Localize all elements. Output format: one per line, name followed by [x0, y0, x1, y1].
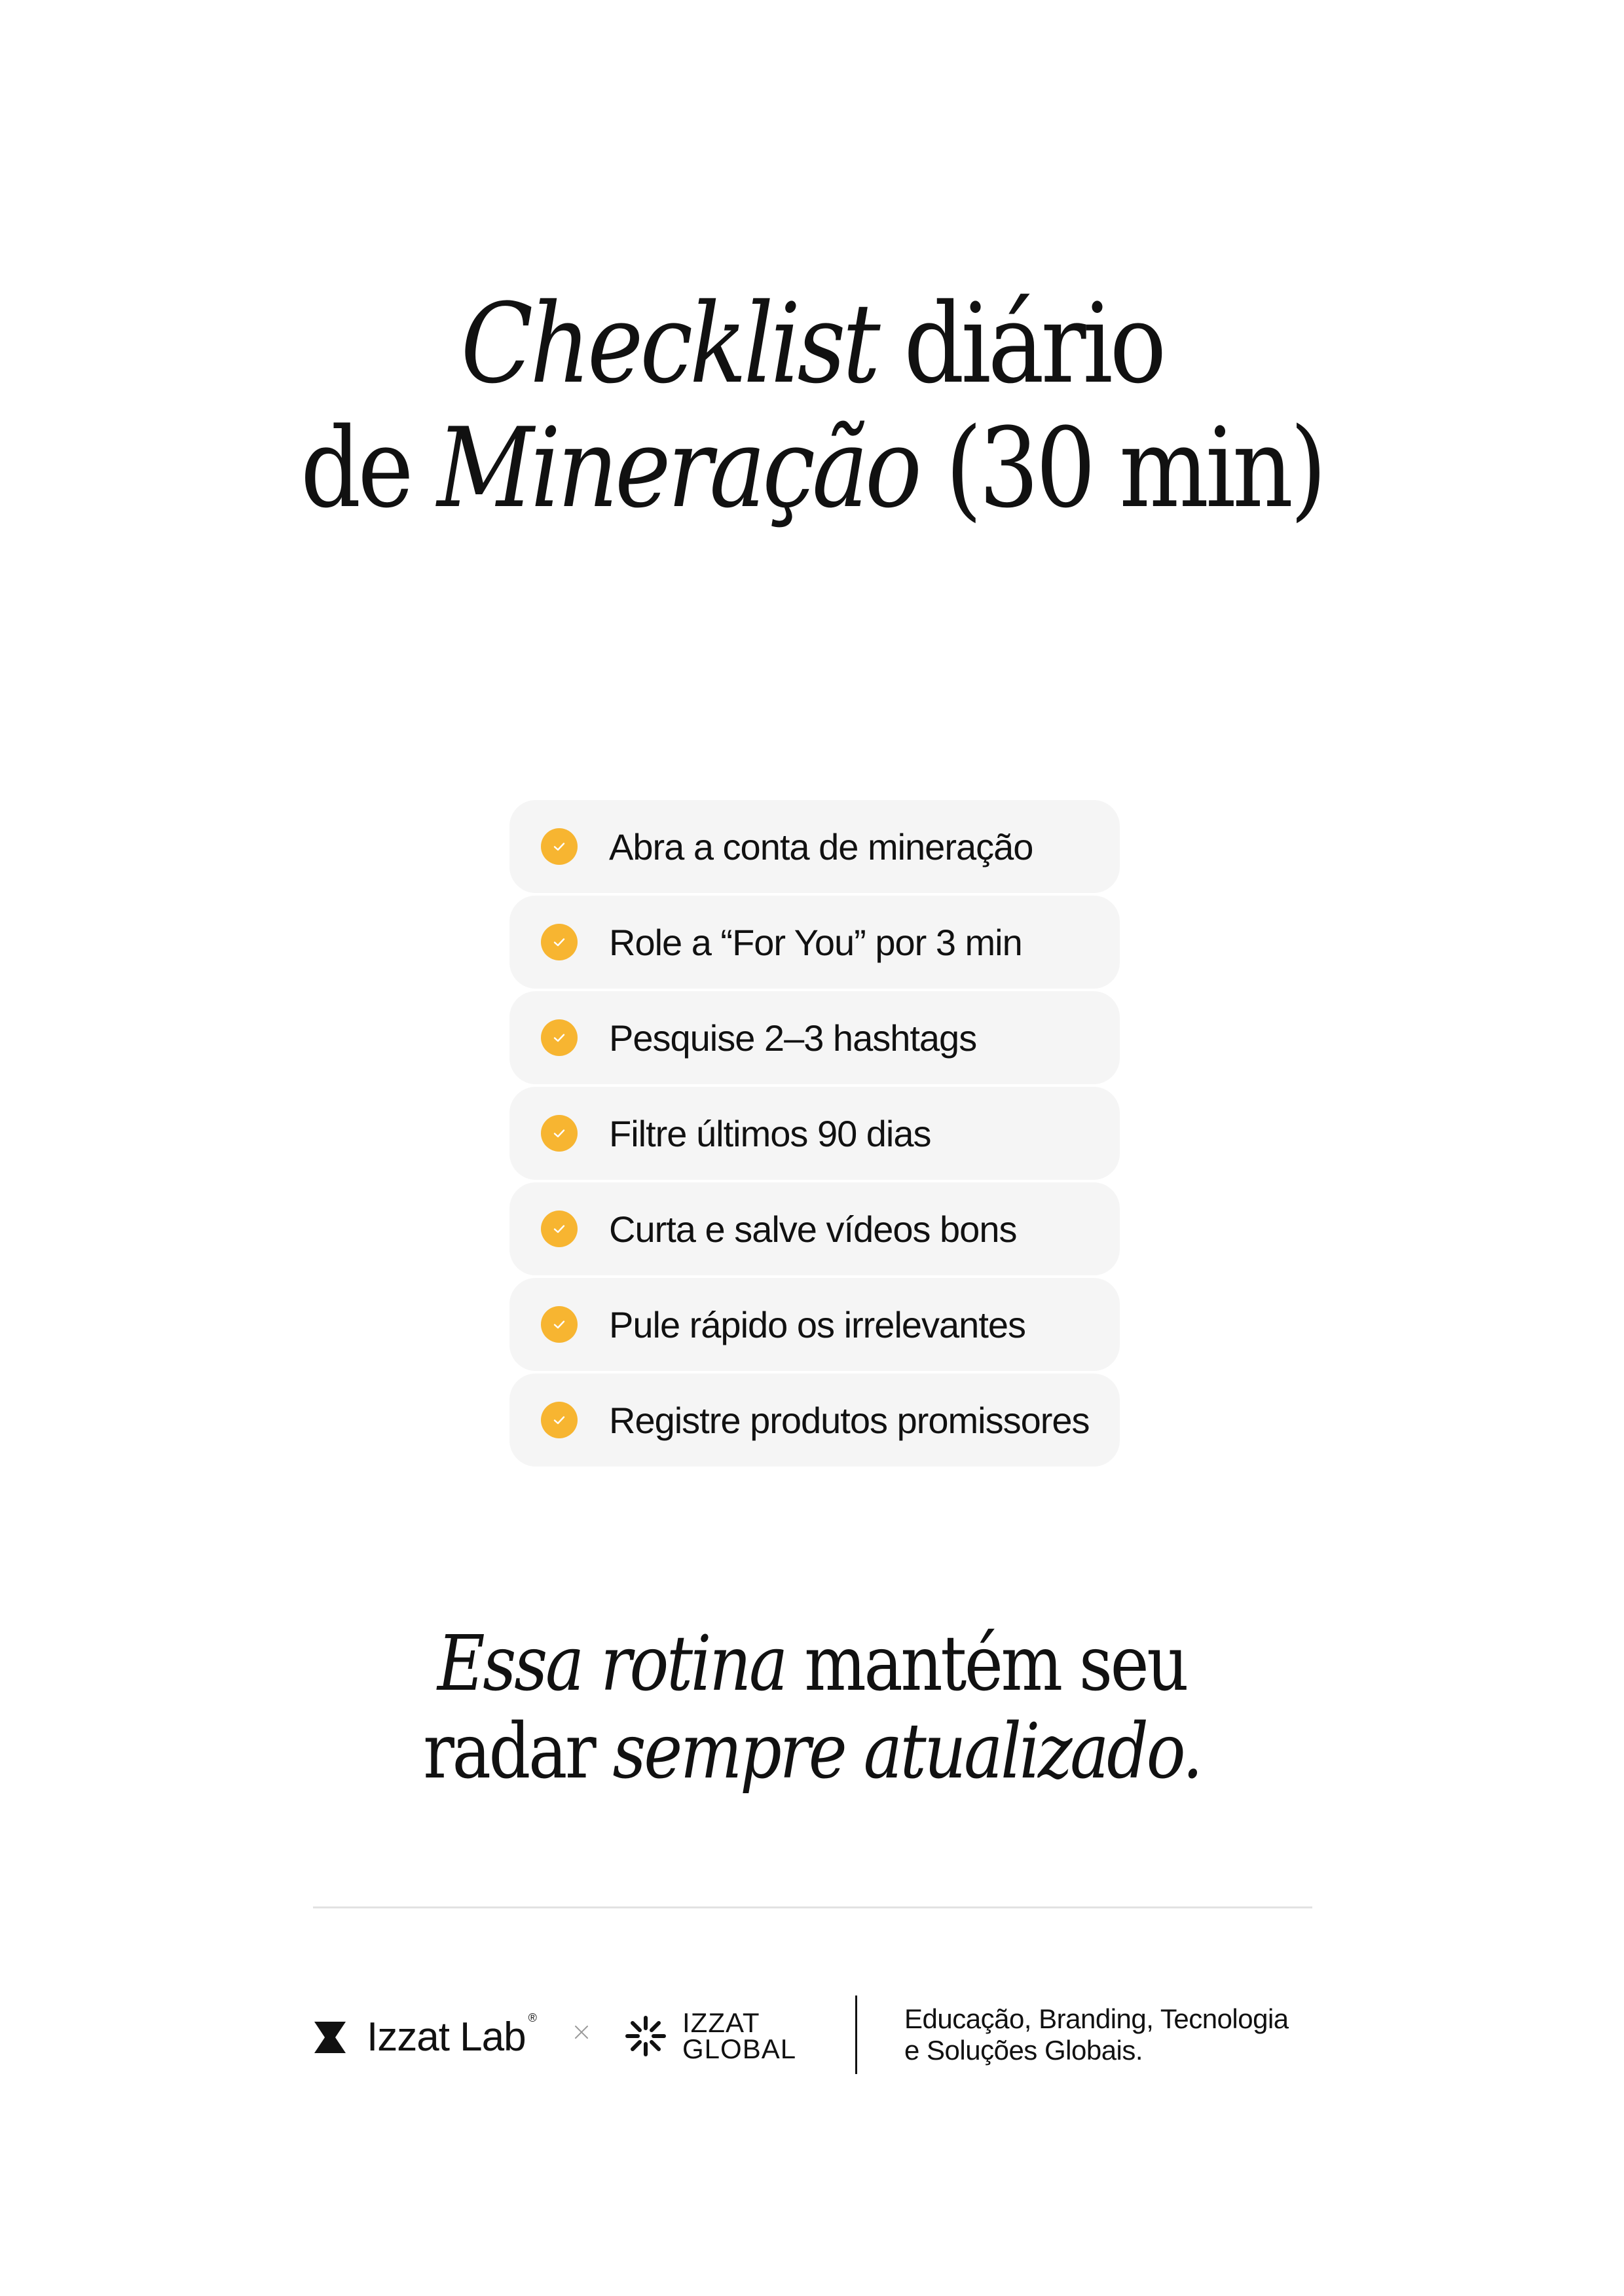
checklist-item: [509, 1087, 1120, 1180]
footer-tagline: [904, 2003, 1289, 2066]
checklist-item-label: Pesquise 2–3 hashtags: [609, 1017, 977, 1059]
izzat-lab-name: [367, 2011, 536, 2060]
izzat-lab-logo: [313, 2011, 536, 2060]
checklist-item-label: Curta e salve vídeos bons: [609, 1208, 1017, 1250]
check-circle-icon: [541, 828, 578, 865]
title-line-1: [114, 282, 1511, 406]
izzat-lab-name-text: Izzat Lab: [367, 2014, 526, 2060]
checklist-item: [509, 991, 1120, 1084]
checklist-item: [509, 800, 1120, 893]
izzat-global-wordmark: [682, 2007, 797, 2064]
closing-regular-1: mantém seu: [785, 1620, 1187, 1708]
checklist-item-label: Filtre últimos 90 dias: [609, 1112, 931, 1154]
title-regular-word: diário: [877, 280, 1164, 408]
title-italic-word: Checklist: [460, 280, 877, 408]
registered-mark: ®: [528, 2011, 536, 2024]
check-circle-icon: [541, 924, 578, 960]
tagline-line-2: e Soluções Globais.: [904, 2035, 1143, 2066]
page-title: [114, 282, 1511, 530]
checklist-item: [509, 1374, 1120, 1467]
title-italic-word-2: Mineração: [437, 404, 919, 532]
closing-statement: [114, 1620, 1511, 1796]
closing-line-1: [114, 1620, 1511, 1708]
checklist: [509, 800, 1120, 1469]
izzat-global-line-2: GLOBAL: [682, 2033, 797, 2064]
closing-regular-2: radar: [423, 1707, 613, 1796]
checklist-item: [509, 896, 1120, 989]
closing-italic-1: Essa rotina: [437, 1620, 786, 1708]
checklist-item-label: Registre produtos promissores: [609, 1399, 1090, 1441]
check-circle-icon: [541, 1019, 578, 1056]
footer: [313, 1995, 1315, 2074]
tagline-line-1: Educação, Branding, Tecnologia: [904, 2003, 1289, 2034]
izzat-global-line-1: IZZAT: [682, 2007, 760, 2038]
checklist-item: [509, 1278, 1120, 1371]
check-circle-icon: [541, 1115, 578, 1152]
footer-vertical-divider: [855, 1995, 857, 2074]
checklist-item: [509, 1182, 1120, 1275]
check-circle-icon: [541, 1306, 578, 1343]
checklist-item-label: Role a “For You” por 3 min: [609, 921, 1022, 963]
title-suffix: (30 min): [918, 404, 1324, 532]
izzat-global-logo: [623, 2007, 797, 2064]
checklist-item-label: Pule rápido os irrelevantes: [609, 1303, 1026, 1345]
check-circle-icon: [541, 1211, 578, 1247]
checklist-item-label: Abra a conta de mineração: [609, 826, 1033, 867]
burst-icon: [623, 2014, 668, 2058]
title-prefix: de: [300, 404, 437, 532]
hourglass-icon: [313, 2020, 347, 2054]
closing-line-2: [114, 1708, 1511, 1796]
check-circle-icon: [541, 1402, 578, 1438]
title-line-2: [114, 406, 1511, 530]
footer-divider: [313, 1906, 1312, 1908]
closing-italic-2: sempre atualizado.: [612, 1707, 1201, 1796]
times-icon: [572, 2023, 591, 2041]
